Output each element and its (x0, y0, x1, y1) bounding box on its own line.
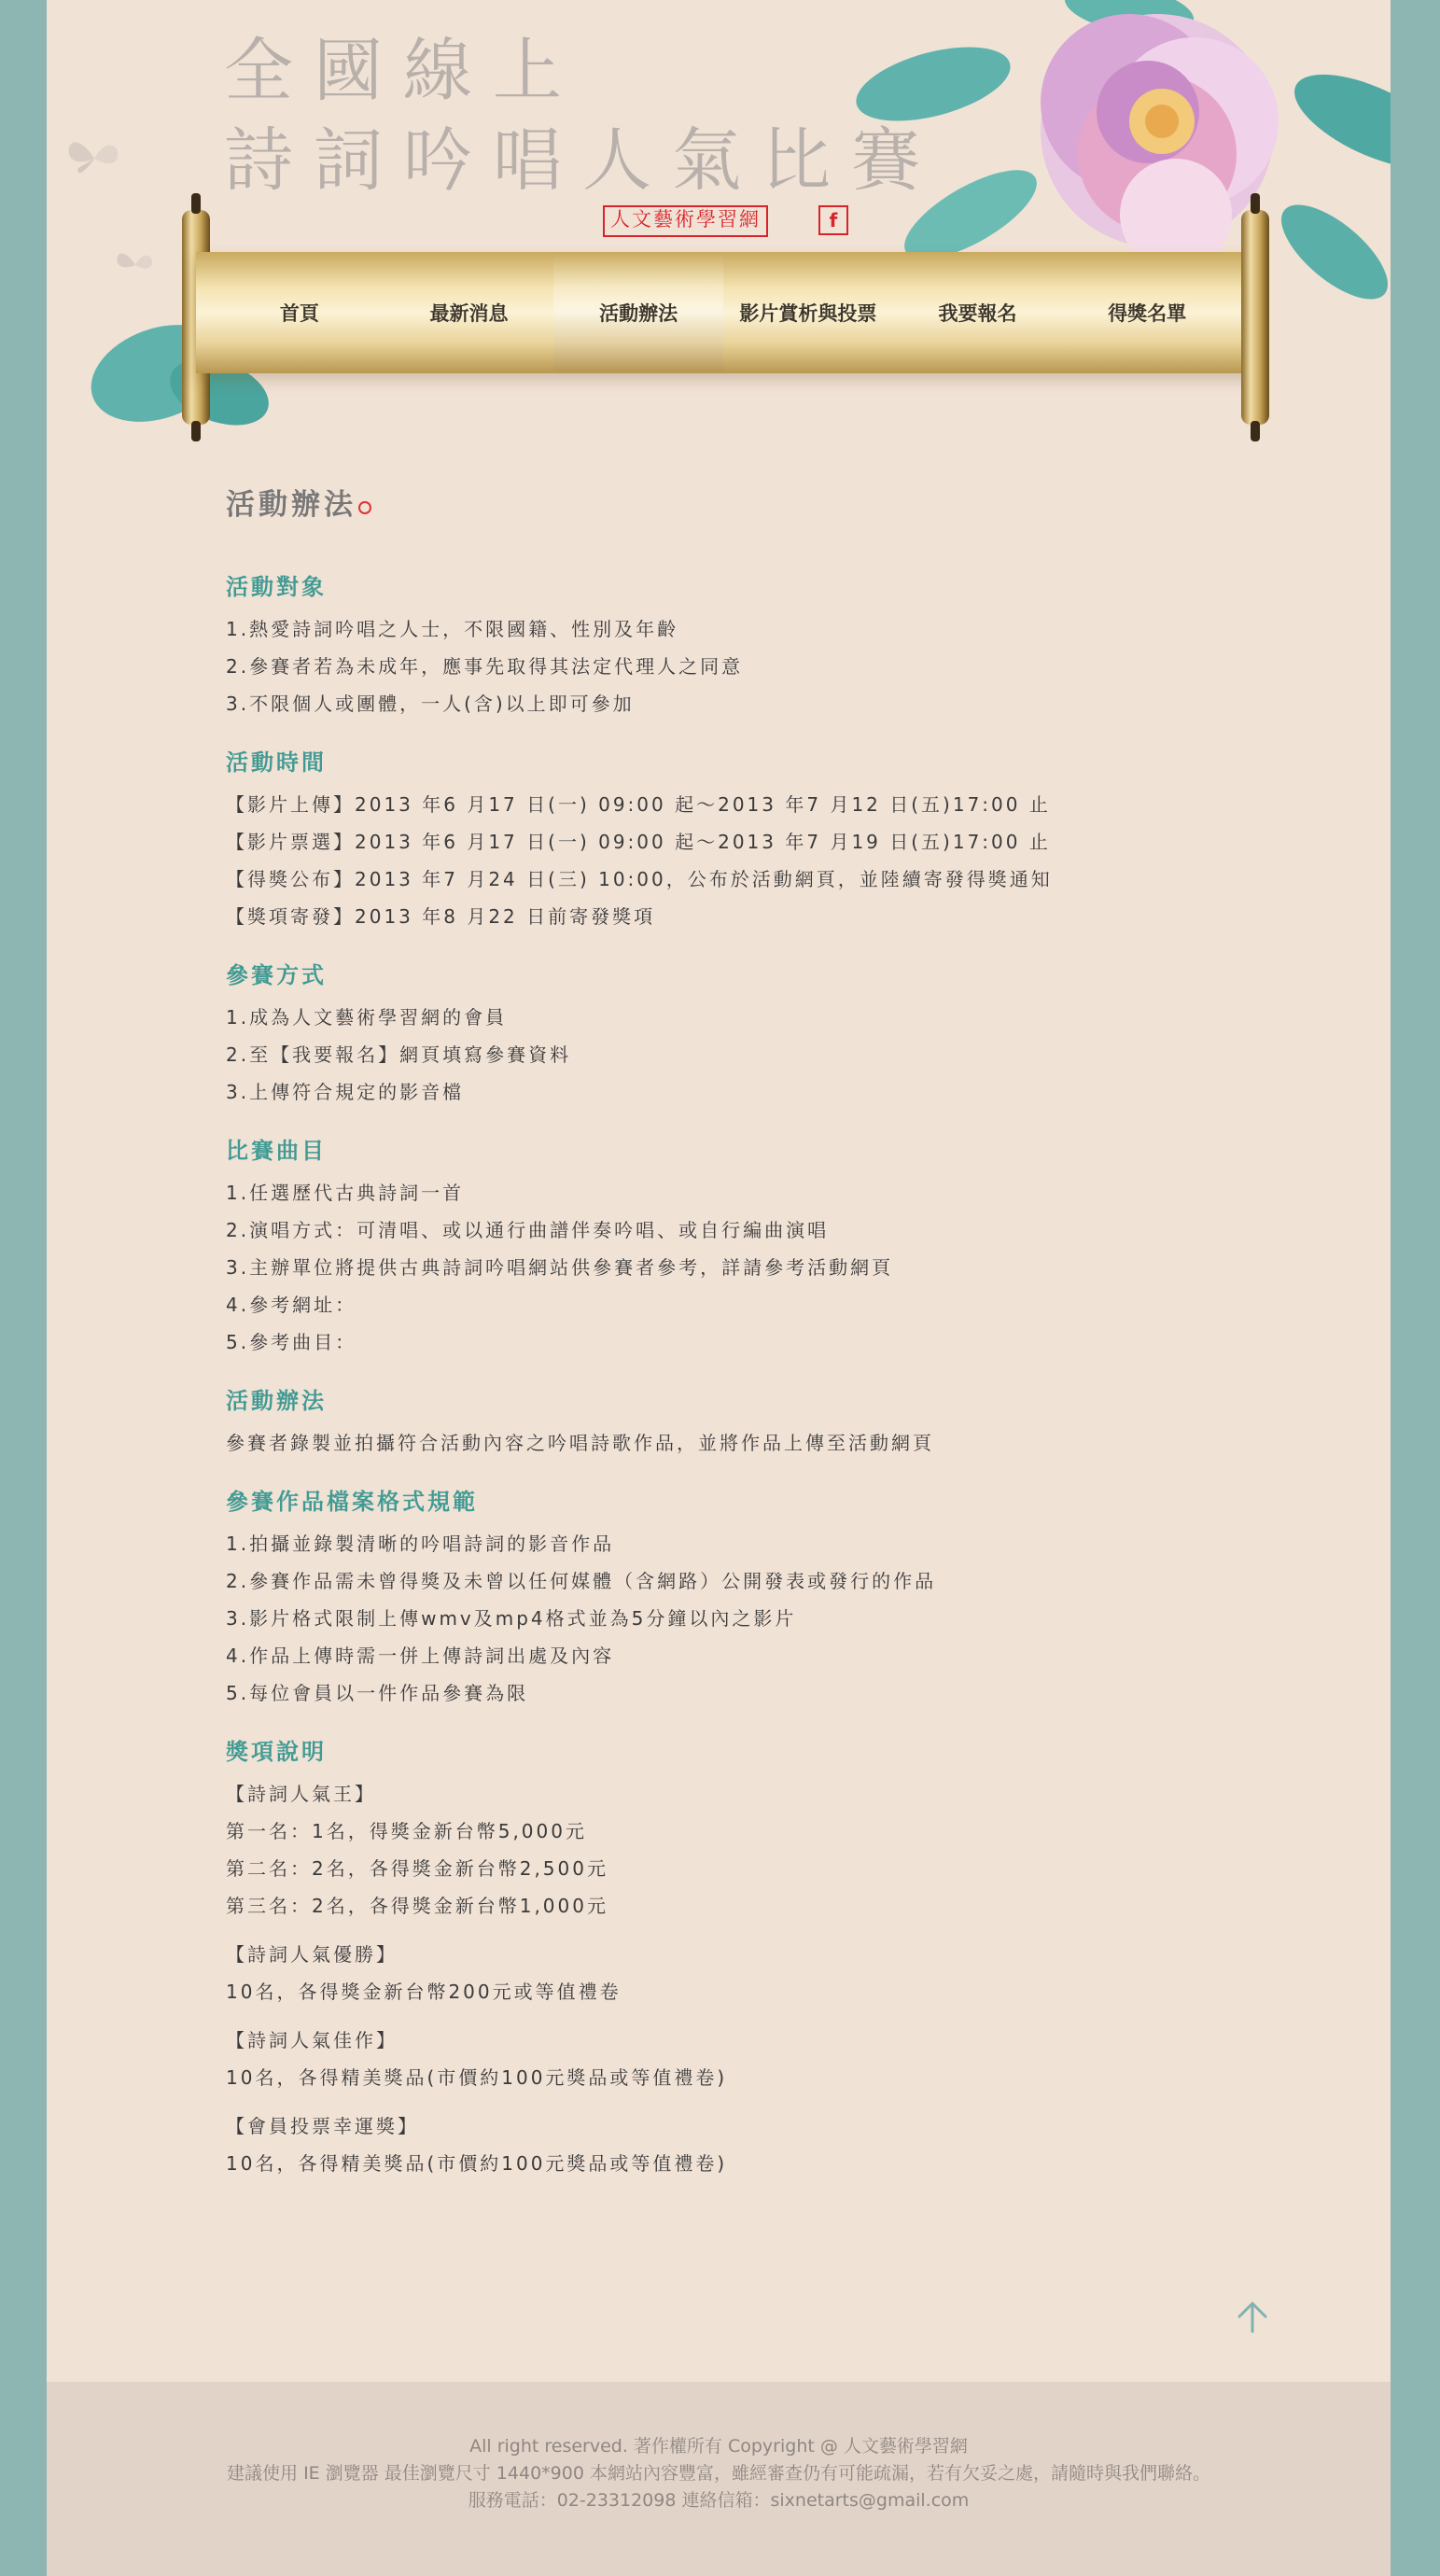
footer-browser-note: 建議使用 IE 瀏覽器 最佳瀏覽尺寸 1440*900 本網站內容豐富，雖經審查仍有可能疏漏，若有欠妥之處，請隨時與我們聯絡。 (227, 2463, 1210, 2484)
section-line: 1.成為人文藝術學習網的會員 (226, 1006, 508, 1029)
award-title: 【詩詞人氣優勝】 (226, 1943, 398, 1966)
page (47, 0, 1391, 2576)
section-line: 【獎項寄發】2013 年8 月22 日前寄發獎項 (226, 905, 656, 928)
section-method (226, 1385, 1215, 1462)
facebook-icon[interactable]: f (818, 205, 848, 235)
award-group (226, 2022, 1215, 2096)
section-repertoire (226, 1135, 1215, 1361)
section-line: 1.熱愛詩詞吟唱之人士，不限國籍、性別及年齡 (226, 618, 679, 640)
award-line: 第一名：1名，得獎金新台幣5,000元 (226, 1820, 587, 1842)
section-line: 5.參考曲目： (226, 1331, 357, 1353)
award-group (226, 1775, 1215, 1925)
nav-item-home[interactable]: 首頁 (279, 302, 319, 325)
section-heading: 活動時間 (226, 749, 327, 776)
section-schedule (226, 747, 1215, 935)
section-line: 4.參考網址： (226, 1294, 357, 1316)
section-line: 【影片上傳】2013 年6 月17 日(一) 09:00 起～2013 年7 月12 日(五)17:00 止 (226, 793, 1051, 816)
section-line: 2.演唱方式：可清唱、或以通行曲譜伴奏吟唱、或自行編曲演唱 (226, 1219, 830, 1241)
butterfly-icon (112, 245, 159, 286)
section-line: 3.主辦單位將提供古典詩詞吟唱網站供參賽者參考，詳請參考活動網頁 (226, 1256, 894, 1279)
award-line: 10名，各得精美獎品(市價約100元獎品或等值禮卷) (226, 2066, 728, 2089)
award-title: 【詩詞人氣王】 (226, 1783, 376, 1805)
section-line: 4.作品上傳時需一併上傳詩詞出處及內容 (226, 1645, 615, 1667)
nav-item-rules[interactable]: 活動辦法 (553, 254, 723, 371)
section-heading: 活動對象 (226, 574, 327, 600)
nav-item-winners[interactable]: 得獎名單 (1108, 302, 1187, 325)
nav-item-news[interactable]: 最新消息 (429, 302, 509, 325)
site-seal[interactable]: 人文藝術學習網 (603, 205, 768, 237)
section-line: 2.參賽者若為未成年，應事先取得其法定代理人之同意 (226, 655, 744, 678)
section-heading: 活動辦法 (226, 1388, 327, 1414)
section-line: 1.任選歷代古典詩詞一首 (226, 1182, 465, 1204)
award-line: 第三名：2名，各得獎金新台幣1,000元 (226, 1895, 608, 1917)
footer-contact: 服務電話：02-23312098 連絡信箱：sixnetarts@gmail.com (468, 2490, 970, 2511)
section-file-format (226, 1486, 1215, 1712)
butterfly-icon (62, 131, 127, 187)
nav-item-videos-vote[interactable]: 影片賞析與投票 (739, 302, 877, 325)
section-line: 3.影片格式限制上傳wmv及mp4格式並為5分鐘以內之影片 (226, 1607, 797, 1630)
section-heading: 參賽作品檔案格式規範 (226, 1489, 478, 1515)
section-line: 1.拍攝並錄製清晰的吟唱詩詞的影音作品 (226, 1533, 615, 1555)
section-line: 【得獎公布】2013 年7 月24 日(三) 10:00，公布於活動網頁，並陸續寄發得獎通知 (226, 868, 1053, 890)
main-content (226, 481, 1215, 2206)
site-title-line1: 全國線上 (224, 31, 582, 111)
section-heading: 比賽曲目 (226, 1138, 327, 1164)
section-participants (226, 571, 1215, 722)
section-line: 【影片票選】2013 年6 月17 日(一) 09:00 起～2013 年7 月19 日(五)17:00 止 (226, 831, 1051, 853)
section-heading: 參賽方式 (226, 962, 327, 988)
nav-item-register[interactable]: 我要報名 (938, 302, 1017, 325)
site-title-line2: 詩詞吟唱人氣比賽 (224, 120, 941, 201)
section-line: 3.上傳符合規定的影音檔 (226, 1081, 465, 1103)
section-line: 5.每位會員以一件作品參賽為限 (226, 1682, 529, 1704)
award-title: 【會員投票幸運獎】 (226, 2115, 419, 2137)
footer (47, 2382, 1391, 2576)
section-awards (226, 1736, 1215, 2182)
award-group (226, 1936, 1215, 2010)
section-heading: 獎項說明 (226, 1739, 327, 1765)
section-how-to-enter (226, 959, 1215, 1111)
section-line: 2.至【我要報名】網頁填寫參賽資料 (226, 1043, 572, 1066)
award-line: 第二名：2名，各得獎金新台幣2,500元 (226, 1857, 608, 1880)
arrow-up-icon[interactable] (1234, 2298, 1271, 2335)
main-nav (215, 254, 1232, 371)
award-group (226, 2107, 1215, 2182)
circle-icon (358, 501, 371, 514)
page-title-text: 活動辦法 (226, 488, 357, 522)
award-line: 10名，各得精美獎品(市價約100元獎品或等值禮卷) (226, 2152, 728, 2175)
footer-copyright: All right reserved. 著作權所有 Copyright @ 人文藝術學習網 (469, 2436, 968, 2457)
award-line: 10名，各得獎金新台幣200元或等值禮卷 (226, 1981, 622, 2003)
section-line: 參賽者錄製並拍攝符合活動內容之吟唱詩歌作品，並將作品上傳至活動網頁 (226, 1432, 934, 1454)
section-line: 3.不限個人或團體，一人(含)以上即可參加 (226, 693, 635, 715)
award-title: 【詩詞人氣佳作】 (226, 2029, 398, 2051)
scroll-rod-right (1241, 210, 1269, 425)
page-title (226, 481, 1215, 523)
section-line: 2.參賽作品需未曾得獎及未曾以任何媒體（含網路）公開發表或發行的作品 (226, 1570, 937, 1592)
site-title (224, 26, 941, 205)
